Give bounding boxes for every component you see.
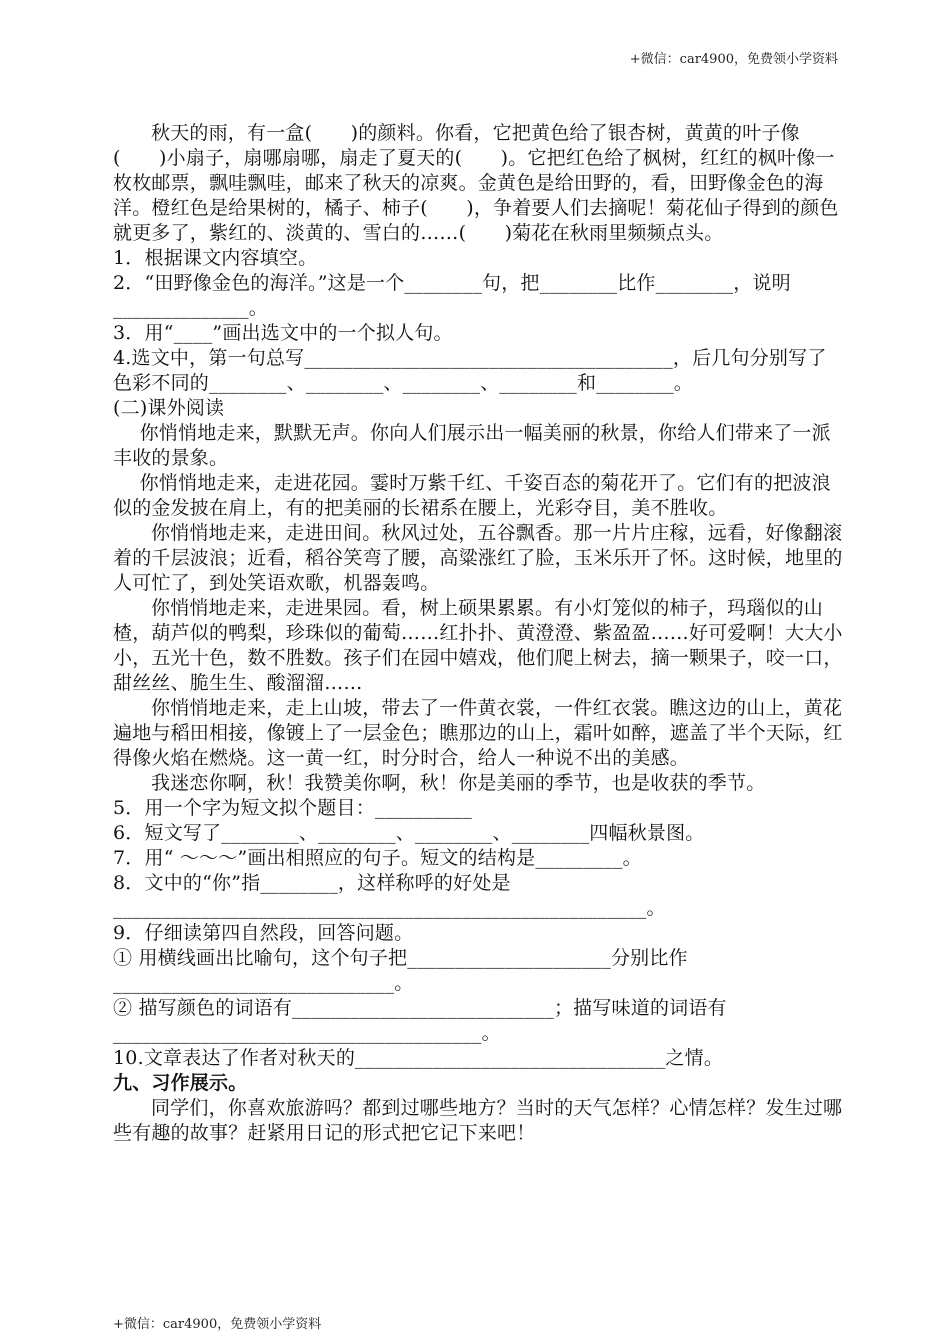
question-3: 3．用“____”画出选文中的一个拟人句。 — [113, 322, 453, 344]
passage2-paragraph-2: 你悄悄地走来，走进花园。霎时万紫千红、千姿百态的菊花开了。它们有的把波浪似的金发披在肩上，有的把美丽的长裙系在腰上，光彩夺目，美不胜收。 — [113, 472, 831, 519]
writing-prompt: 同学们，你喜欢旅游吗？都到过哪些地方？当时的天气怎样？心情怎样？发生过哪些有趣的故事？赶紧用日记的形式把它记下来吧！ — [113, 1097, 843, 1144]
question-10: 10.文章表达了作者对秋天的________________________________之情。 — [113, 1047, 724, 1069]
question-5: 5．用一个字为短文拟个题目：__________ — [113, 797, 472, 819]
passage2-paragraph-3: 你悄悄地走来，走进田间。秋风过处，五谷飘香。那一片片庄稼，远看，好像翻滚着的千层波浪；近看，稻谷笑弯了腰，高粱涨红了脸，玉米乐开了怀。这时候，地里的人可忙了，到处笑语欢歌，机器轰鸣。 — [113, 522, 843, 594]
header-watermark: +微信：car4900，免费领小学资料 — [629, 52, 838, 67]
question-6: 6．短文写了________、________、________、________四幅秋景图。 — [113, 822, 705, 844]
question-9-part-1: ① 用横线画出比喻句，这个句子把_____________________分别比作_____________________________。 — [113, 947, 688, 994]
question-8: 8．文中的“你”指________，这样称呼的好处是_______________________________________________________。 — [113, 872, 666, 919]
passage2-paragraph-6: 我迷恋你啊，秋！我赞美你啊，秋！你是美丽的季节，也是收获的季节。 — [151, 772, 766, 794]
passage-autumn-rain: 秋天的雨，有一盒( )的颜料。你看，它把黄色给了银杏树，黄黄的叶子像( )小扇子，扇哪扇哪，扇走了夏天的( )。它把红色给了枫树，红红的枫叶像一枚枚邮票，飘哇飘哇，邮来了秋天的凉爽。金黄色是给田野的，看，田野像金色的海洋。橙红色是给果树的，橘子、柿子( )，争着要人们去摘呢！菊花仙子得到的颜色就更多了，紫红的、淡黄的、雪白的……( )菊花在秋雨里频频点头。 — [113, 122, 839, 244]
passage2-paragraph-4: 你悄悄地走来，走进果园。看，树上硕果累累。有小灯笼似的柿子，玛瑙似的山楂，葫芦似的鸭梨，珍珠似的葡萄……红扑扑、黄澄澄、紫盈盈……好可爱啊！大大小小，五光十色，数不胜数。孩子们在园中嬉戏，他们爬上树去，摘一颗果子，咬一口，甜丝丝、脆生生、酸溜溜…… — [113, 597, 843, 694]
passage2-paragraph-1: 你悄悄地走来，默默无声。你向人们展示出一幅美丽的秋景，你给人们带来了一派丰收的景象。 — [113, 422, 831, 469]
question-1: 1．根据课文内容填空。 — [113, 247, 318, 269]
section-writing-title: 九、习作展示。 — [113, 1072, 248, 1094]
footer-watermark: +微信：car4900，免费领小学资料 — [113, 1317, 322, 1332]
passage2-paragraph-5: 你悄悄地走来，走上山坡，带去了一件黄衣裳，一件红衣裳。瞧这边的山上，黄花遍地与稻田相接，像镀上了一层金色；瞧那边的山上，霜叶如醉，遮盖了半个天际，红得像火焰在燃烧。这一黄一红，时分时合，给人一种说不出的美感。 — [113, 697, 843, 769]
question-4: 4.选文中，第一句总写______________________________________，后几句分别写了色彩不同的________、________、________、________和________。 — [113, 347, 827, 394]
question-9-part-2: ② 描写颜色的词语有___________________________；描写味道的词语有______________________________________。 — [113, 997, 727, 1044]
question-2: 2．“田野像金色的海洋。”这是一个________句，把________比作________，说明______________。 — [113, 272, 791, 319]
worksheet-content — [113, 121, 843, 1146]
question-9: 9．仔细读第四自然段，回答问题。 — [113, 922, 414, 944]
section-extracurricular-title: (二)课外阅读 — [113, 397, 225, 419]
question-7: 7．用“ ～～～”画出相照应的句子。短文的结构是_________。 — [113, 847, 642, 869]
